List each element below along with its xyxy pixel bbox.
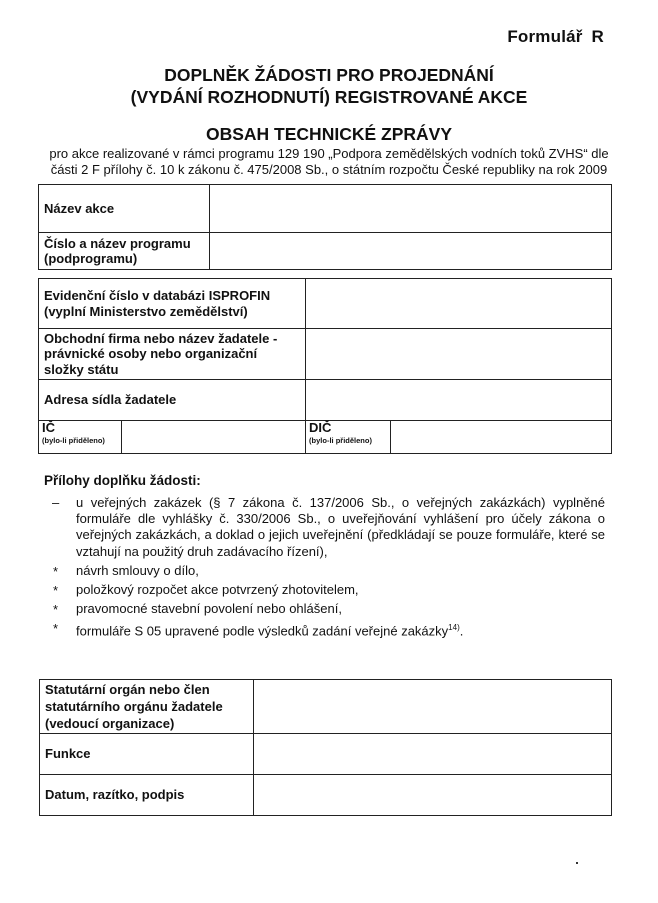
field-label-address: Adresa sídla žadatele (39, 380, 306, 421)
subtitle-line-2: části 2 F přílohy č. 10 k zákonu č. 475/2008 Sb., o státním rozpočtu České republiky na rok 2009 (50, 162, 608, 177)
asterisk-bullet-icon: * (53, 563, 59, 579)
field-label-date-signature: Datum, razítko, podpis (40, 775, 254, 816)
table-row (39, 380, 612, 421)
program-field[interactable] (210, 233, 612, 270)
asterisk-bullet-icon: * (53, 602, 59, 618)
title-line-2: (VYDÁNÍ ROZHODNUTÍ) REGISTROVANÉ AKCE (130, 87, 528, 107)
list-item (30, 563, 605, 579)
section-title: OBSAH TECHNICKÉ ZPRÁVY (206, 124, 452, 144)
function-field[interactable] (254, 734, 612, 775)
dash-bullet-icon: – (52, 495, 60, 510)
list-item (30, 620, 605, 640)
ic-field[interactable] (122, 421, 306, 454)
isprofin-field[interactable] (306, 279, 612, 329)
list-item (30, 582, 605, 598)
asterisk-bullet-icon: * (53, 583, 59, 599)
list-item-text: formuláře S 05 upravené podle výsledků zadání veřejné zakázky (76, 623, 449, 639)
asterisk-bullet-icon: * (53, 621, 59, 637)
list-item-text: pravomocné stavební povolení nebo ohlášení, (76, 601, 342, 617)
date-signature-field[interactable] (254, 775, 612, 816)
table-row (39, 279, 612, 329)
field-label-ic (39, 421, 122, 454)
dic-field[interactable] (391, 421, 612, 454)
table-row (40, 680, 612, 734)
ic-label: IČ (42, 420, 55, 435)
attachments-title: Přílohy doplňku žádosti: (44, 473, 201, 488)
title-line-1: DOPLNĚK ŽÁDOSTI PRO PROJEDNÁNÍ (164, 65, 494, 85)
field-label-company-name: Obchodní firma nebo název žadatele - právnické osoby nebo organizační složky státu (39, 329, 306, 380)
subtitle (40, 146, 618, 178)
table-row (40, 734, 612, 775)
address-field[interactable] (306, 380, 612, 421)
list-item-suffix: . (459, 623, 464, 639)
list-item (30, 601, 605, 617)
field-label-program: Číslo a název programu (podprogramu) (39, 233, 210, 270)
statutory-body-field[interactable] (254, 680, 612, 734)
company-name-field[interactable] (306, 329, 612, 380)
subtitle-line-1: pro akce realizované v rámci programu 129 190 „Podpora zemědělských vodních toků ZVHS“ dle (49, 146, 609, 161)
table-row (40, 775, 612, 816)
attachments-list (30, 495, 605, 640)
footnote-ref: 14) (448, 623, 460, 633)
signature-table (39, 679, 612, 816)
field-label-isprofin: Evidenční číslo v databázi ISPROFIN (vyplní Ministerstvo zemědělství) (39, 279, 306, 329)
applicant-info-table (38, 278, 612, 454)
field-label-action-name: Název akce (39, 185, 210, 233)
dic-label: DIČ (309, 420, 332, 435)
table-row (39, 329, 612, 380)
scan-speck (576, 862, 578, 864)
ic-note: (bylo-li přiděleno) (42, 436, 105, 445)
field-label-dic (306, 421, 391, 454)
list-item (30, 495, 605, 560)
table-row (39, 233, 612, 270)
table-row (39, 185, 612, 233)
action-info-table (38, 184, 612, 270)
list-item-text: u veřejných zakázek (§ 7 zákona č. 137/2006 Sb., o veřejných zakázkách) vyplněné formuláře dle vyhlášky č. 330/2006 Sb., o uveřejňování vyhlášení pro účely zákona o veřejných zakázkách, a doklad o jejich uveřejnění (předkládají se pouze formuláře, které se vztahují na použitý druh zadávacího řízení), (76, 495, 605, 559)
list-item-text: položkový rozpočet akce potvrzený zhotovitelem, (76, 582, 359, 598)
action-name-field[interactable] (210, 185, 612, 233)
field-label-statutory-body: Statutární orgán nebo člen statutárního orgánu žadatele (vedoucí organizace) (40, 680, 254, 734)
form-label: Formulář R (507, 27, 604, 46)
list-item-text: návrh smlouvy o dílo, (76, 562, 199, 578)
field-label-function: Funkce (40, 734, 254, 775)
table-row (39, 421, 612, 454)
dic-note: (bylo-li přiděleno) (309, 436, 372, 445)
